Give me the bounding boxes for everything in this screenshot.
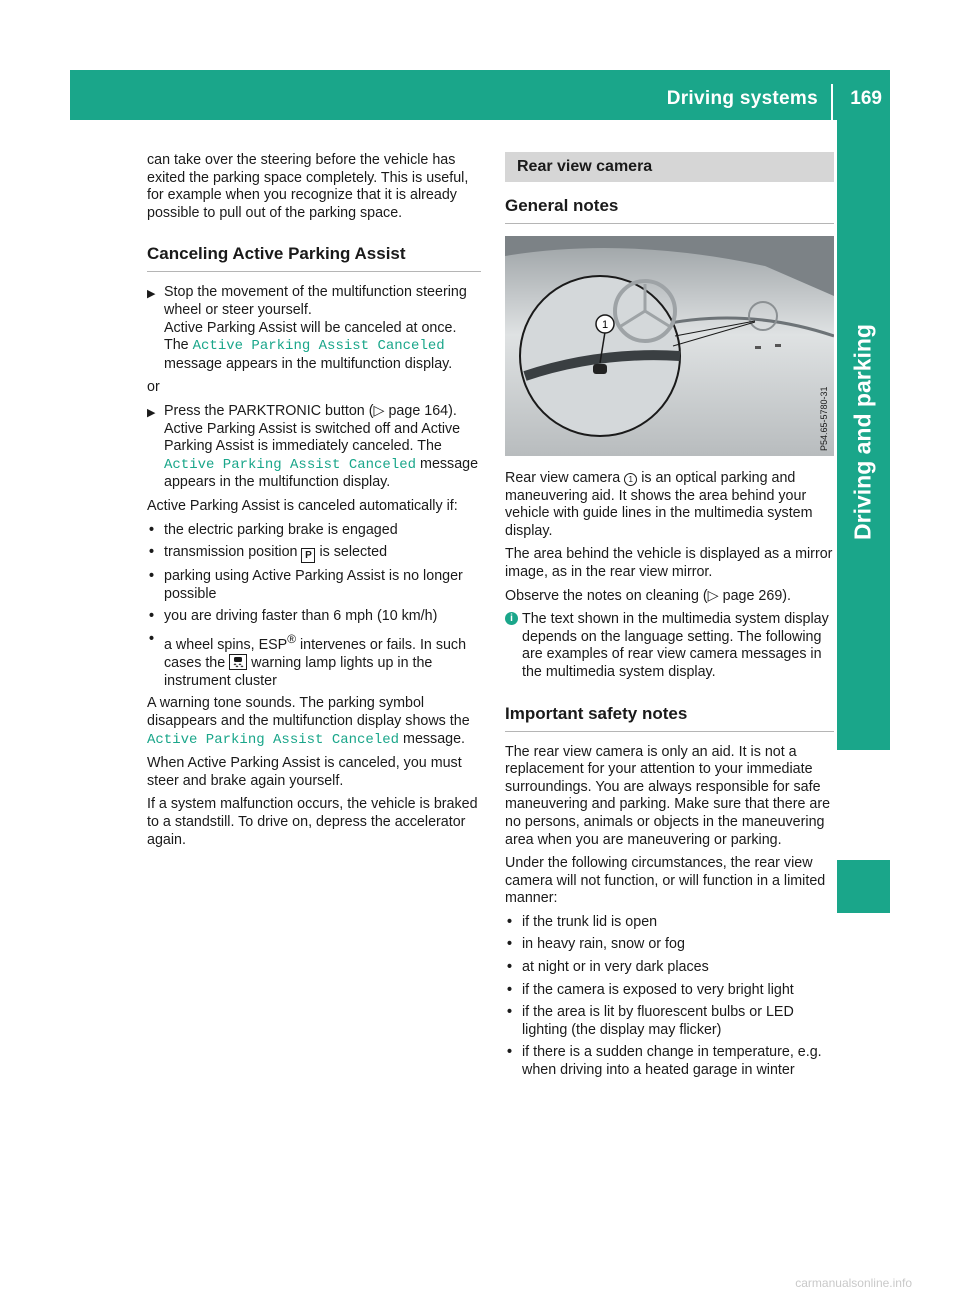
list-item: • transmission position P is selected [149,544,388,562]
header-separator [831,84,833,120]
right-column [505,152,834,1085]
list-item: • at night or in very dark places [507,959,709,976]
bullet-icon: • [507,981,513,998]
warning-tone-paragraph: A warning tone sounds. The parking symbol disappears and the multifunction display shows the Active Parking Assist Canceled message. [147,695,470,748]
canceling-heading: Canceling Active Parking Assist [147,244,481,272]
auto-cancel-intro: Active Parking Assist is canceled automatically if: [147,497,458,514]
page-reference[interactable]: page 269). [722,587,792,604]
step-arrow-icon: ▶ [147,406,156,419]
section-title: Rear view camera [505,152,834,182]
display-message: Active Parking Assist Canceled [147,731,400,748]
page-reference-icon: ▷ [707,587,719,604]
callout-one-icon: 1 [624,473,637,486]
chapter-title: Driving systems [666,88,818,109]
list-item: • a wheel spins, ESP® intervenes or fails. In such cases the warning lamp lights up in the instrument cluster [149,630,467,689]
step-stop-movement: ▶ Stop the movement of the multifunction steering wheel or steer yourself. Active Parking Assist will be canceled at once. The Active Parking Assist Canceled message appears in the multifunction display. [147,284,467,372]
bullet-icon: • [507,913,513,930]
page-reference[interactable]: page 164). [388,402,457,419]
circumstances-paragraph: Under the following circumstances, the rear view camera will not function, or will function in a limited manner: [505,855,826,907]
display-message: Active Parking Assist Canceled [164,456,417,473]
mirror-image-paragraph: The area behind the vehicle is displayed as a mirror image, as in the rear view mirror. [505,546,833,580]
safety-paragraph: The rear view camera is only an aid. It is not a replacement for your attention to your immediate surroundings. You are always responsible for safe maneuvering and parking. Make sure that there are no persons, animals or objects in the maneuvering area when you are maneuvering or parking. [505,743,831,848]
skidding-car-warning-icon [229,654,247,670]
list-item: • you are driving faster than 6 mph (10 km/h) [149,608,438,625]
image-code: P54.65-5780-31 [819,386,829,451]
list-item: • parking using Active Parking Assist is no longer possible [149,568,463,602]
page-number: 169 [850,88,882,109]
side-tab-marker [837,860,890,913]
bullet-icon: • [149,630,155,647]
intro-paragraph: can take over the steering before the vehicle has exited the parking space completely. This is useful, for example when you recognize that it is already possible to pull out of the parking space. [147,152,469,221]
bullet-icon: • [507,1044,513,1061]
list-item: • the electric parking brake is engaged [149,521,398,538]
camera-description: Rear view camera 1 is an optical parking and maneuvering aid. It shows the area behind your vehicle with guide lines in the multimedia system display. [505,470,813,539]
header-band [70,70,890,120]
display-message: Active Parking Assist Canceled [192,338,445,355]
step-press-button: ▶ Press the PARKTRONIC button (▷ page 164). Active Parking Assist is switched off and Active Parking Assist is immediately canceled. The Active Parking Assist Canceled message appears in the multifunction display. [147,402,479,491]
canceled-paragraph: When Active Parking Assist is canceled, you must steer and brake again yourself. [147,755,462,789]
or-text: or [147,379,160,396]
callout-number: 1 [601,319,609,331]
step-arrow-icon: ▶ [147,288,156,301]
list-item: • if the trunk lid is open [507,913,658,930]
left-column [147,152,481,855]
bullet-icon: • [149,521,155,538]
list-item: • if the area is lit by fluorescent bulbs or LED lighting (the display may flicker) [507,1004,794,1038]
list-item: • if the camera is exposed to very bright light [507,981,794,998]
cleaning-paragraph: Observe the notes on cleaning (▷ page 269). [505,587,792,604]
malfunction-paragraph: If a system malfunction occurs, the vehicle is braked to a standstill. To drive on, depress the accelerator again. [147,796,478,848]
list-item: • in heavy rain, snow or fog [507,936,685,953]
bullet-icon: • [149,608,155,625]
page-reference-icon: ▷ [373,402,385,419]
info-note: i The text shown in the multimedia system display depends on the language setting. The following are examples of rear view camera messages in the multimedia system display. [505,611,834,681]
general-notes-heading: General notes [505,196,834,224]
bullet-icon: • [507,1004,513,1021]
footer-watermark: carmanualsonline.info [795,1276,912,1290]
bullet-icon: • [149,568,155,585]
side-tab-label: Driving and parking [849,324,876,540]
bullet-icon: • [149,544,155,561]
safety-heading: Important safety notes [505,704,834,732]
info-icon: i [505,612,518,625]
bullet-icon: • [507,936,513,953]
list-item: • if there is a sudden change in temperature, e.g. when driving into a heated garage in winter [507,1044,822,1079]
bullet-icon: • [507,959,513,976]
park-position-icon: P [301,548,315,563]
rear-camera-photo [505,236,834,456]
